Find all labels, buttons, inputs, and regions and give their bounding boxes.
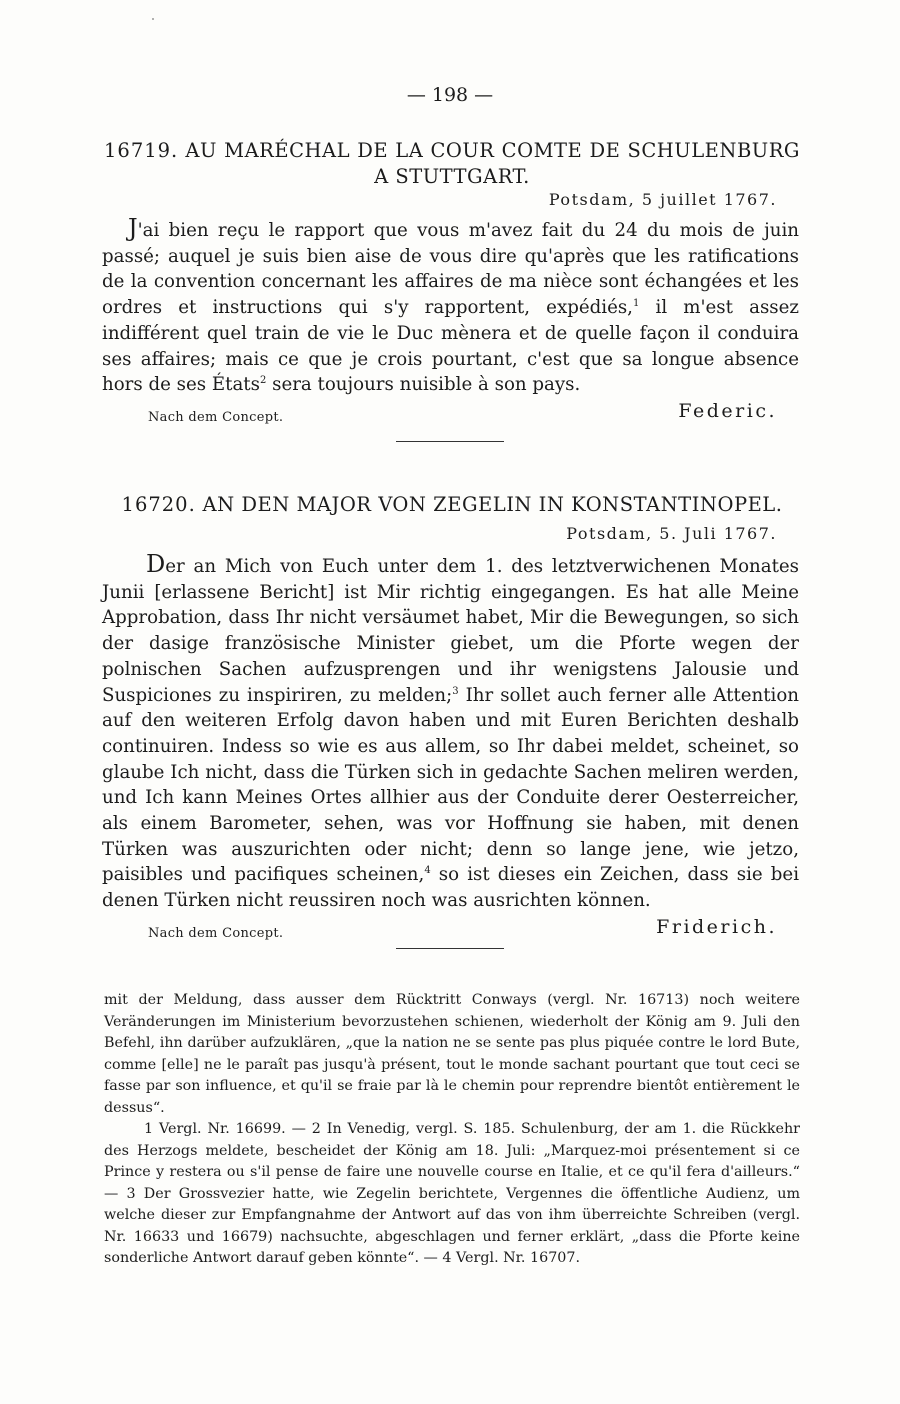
letter-body-16720 [102,552,799,914]
signature-16719: Federic. [678,400,777,422]
letter-number: 16719. [104,139,179,162]
signature-16720: Friderich. [656,916,777,938]
drop-cap: D [146,550,166,578]
footnote-ref: 4 [424,865,431,877]
separator-rule [396,441,504,442]
body-text-part: er an Mich von Euch unter dem 1. des letztverwichenen Monates Junii [erlassene Bericht] ist Mir richtig eingegangen. Es hat alle Meine Approbation, dass Ihr nicht versäumet habet, Mir die Bewegungen, so sich der dasige französische Minister giebet, um die Pforte wegen der polnischen Sachen aufzusprengen und ihr wenigstens Jalousie und Suspiciones zu inspiriren, zu melden; [102,556,799,706]
letter-number: 16720. [121,493,196,516]
body-text-part: Ihr sollet auch ferner alle Attention auf den weiteren Erfolg davon haben und mit Euren Berichten deshalb continuiren. Indess so wie es aus allem, so Ihr dabei meldet, scheinet, so glaube Ich nicht, dass die Türken sich in gedachte Sachen meliren werden, und Ich kann Meines Ortes allhier aus der Conduite derer Oesterreicher, als einem Barometer, sehen, was vor Hoffnung sie haben, mit denen Türken was auszurichten oder nicht; denn so lange jene, wie jetzo, paisibles und pacifiques scheinen, [102,684,799,886]
footnote-continuation: mit der Meldung, dass ausser dem Rücktritt Conways (vergl. Nr. 16713) noch weitere Veränderungen im Ministerium bevorzustehen schienen, wiederholt der König am 9. Juli den Befehl, ihn darüber aufzuklären, „que la nation ne se sente pas plus piquée contre le lord Bute, comme [elle] ne le paraît pas jusqu'à présent, tout le monde sachant pourtant que tout ceci se fasse par son influence, et qu'il se fraie par là le chemin pour reprendre bientôt entièrement le dessus“. [104,992,800,1116]
body-text-part: so ist dieses ein Zeichen, dass sie bei denen Türken nicht reussiren noch was ausrichten können. [102,864,800,912]
source-note-16719: Nach dem Concept. [148,410,284,425]
separator-rule [396,948,504,949]
letter-heading-16720 [104,492,800,518]
letter-heading-16719 [104,138,800,190]
dateline-16719: Potsdam, 5 juillet 1767. [548,190,777,209]
source-note-16720: Nach dem Concept. [148,926,284,941]
drop-cap: J [128,214,138,242]
footnote-ref: 2 [259,375,267,387]
letter-recipient: AN DEN MAJOR VON ZEGELIN IN KONSTANTINOPEL. [202,493,783,516]
footnote-list: 1 Vergl. Nr. 16699. — 2 In Venedig, vergl. S. 185. Schulenburg, der am 1. die Rückkehr des Herzogs meldete, bescheidet der König am 18. Juli: „Marquez-moi présentement si ce Prince y restera ou s'il pense de faire une nouvelle course en Italie, et ce qu'il fera d'ailleurs.“ — 3 Der Grossvezier hatte, wie Zegelin berichtete, Vergennes die öffentliche Audienz, um welche dieser zur Empfangnahme der Antwort auf das von ihm überreichte Schreiben (vergl. Nr. 16633 und 16679) nachsuchte, abgeschlagen und ferner erklärt, „dass die Pforte keine sonderliche Antwort darauf geben könnte“. — 4 Vergl. Nr. 16707. [104,1121,800,1266]
body-text-part: 'ai bien reçu le rapport que vous m'avez fait du 24 du mois de juin passé; auquel je suis bien aise de vous dire qu'après que les ratifications de la convention concernant les affaires de ma nièce sont échangées et les ordres et instructions qui s'y rapportent, expédiés, [102,220,799,319]
letter-body-16719 [102,216,799,398]
footnotes-section [104,990,800,1270]
footnote-ref: 3 [452,685,459,697]
dateline-16720: Potsdam, 5. Juli 1767. [566,524,777,543]
body-text-part: il m'est assez indifférent quel train de vie le Duc mènera et de quelle façon il conduira ses affaires; mais ce que je crois pourtant, c'est que sa longue absence hors de ses États [102,297,799,396]
page-number: — 198 — [406,84,494,106]
letter-recipient: AU MARÉCHAL DE LA COUR COMTE DE SCHULENBURG A STUTTGART. [185,139,800,188]
footnote-ref: 1 [632,298,640,310]
body-text-part: sera toujours nuisible à son pays. [266,374,581,396]
scan-speck [152,18,154,20]
